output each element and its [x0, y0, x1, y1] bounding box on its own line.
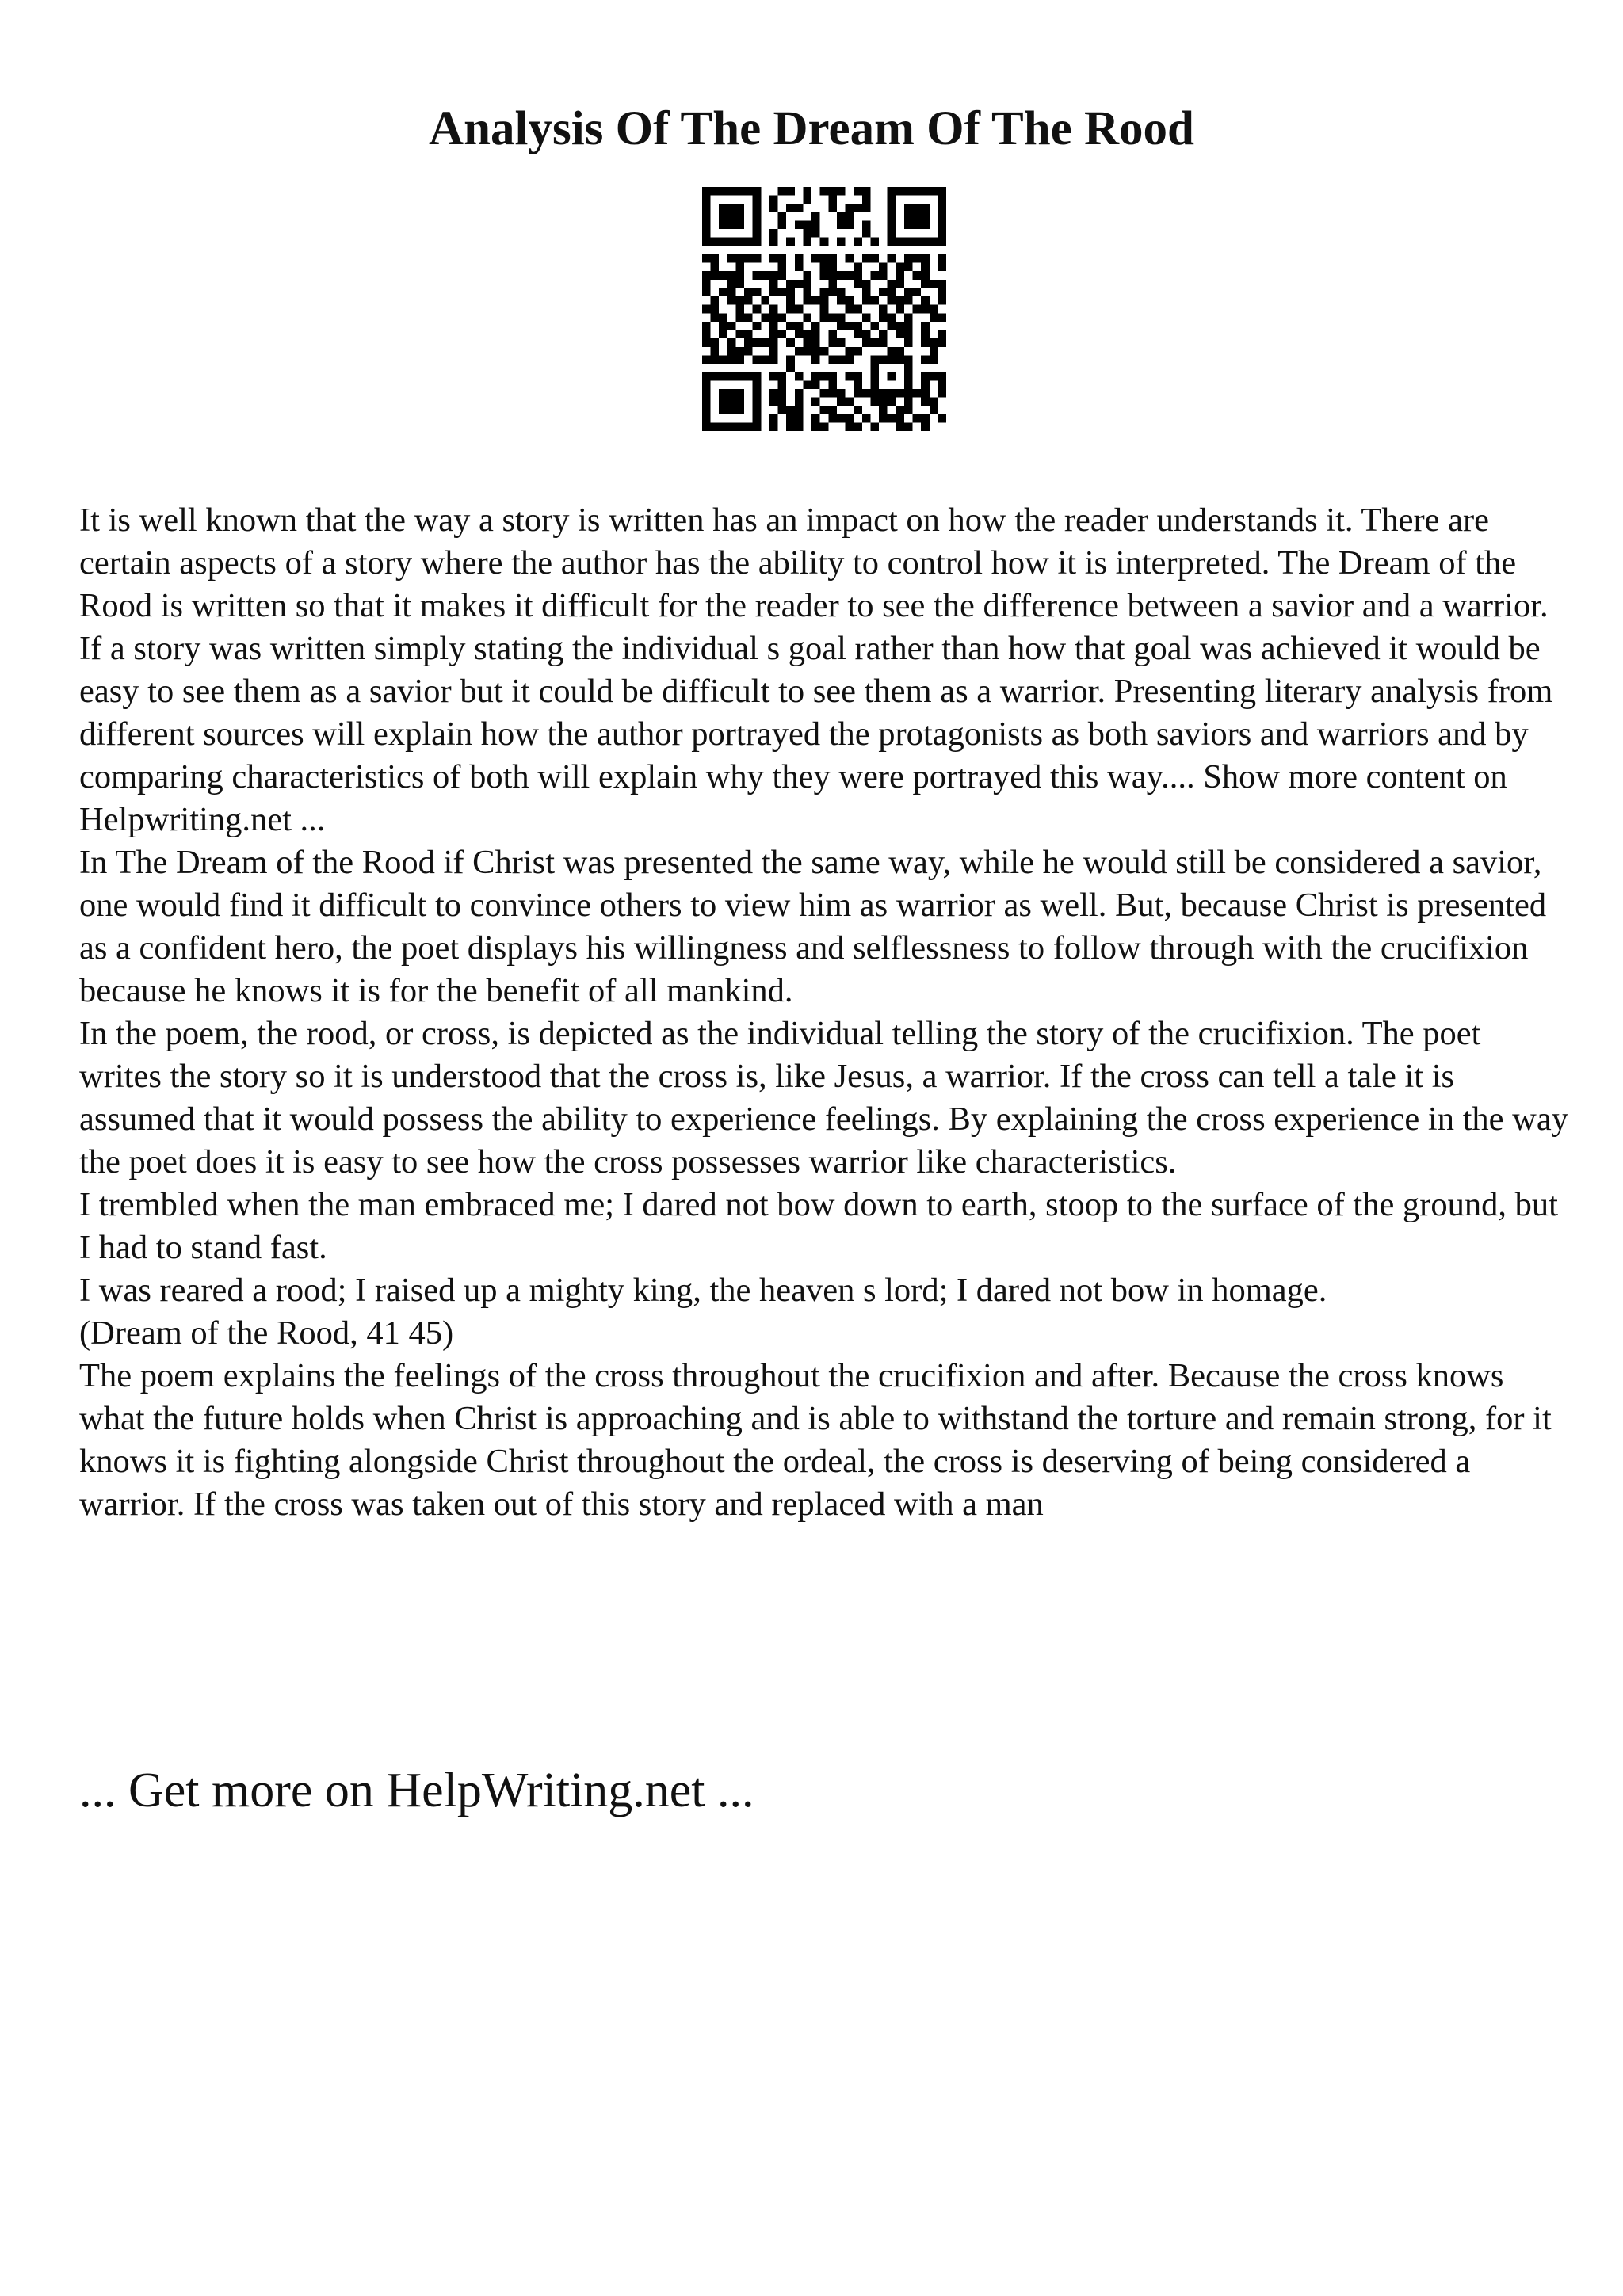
quote-line: I trembled when the man embraced me; I dared not bow down to earth, stoop to the surface of the ground, but I had to stand fast. — [79, 1186, 1558, 1266]
paragraph: The poem explains the feelings of the cross throughout the crucifixion and after. Because the cross knows what the future holds when Christ is approaching and is able to withstand the torture and remain strong, for it knows it is fighting alongside Christ throughout the ordeal, the cross is deserving of being considered a warrior. If the cross was taken out of this story and replaced with a man — [79, 1357, 1552, 1523]
qr-code-icon — [702, 187, 946, 431]
get-more-link[interactable]: ... Get more on HelpWriting.net ... — [79, 1764, 754, 1817]
paragraph: In The Dream of the Rood if Christ was presented the same way, while he would still be considered a savior, one would find it difficult to convince others to view him as warrior as well. But, because Christ is presented as a confident hero, the poet displays his willingness and selflessness to follow through with the crucifixion because he knows it is for the benefit of all mankind. — [79, 844, 1547, 1009]
qr-code — [702, 187, 946, 431]
quote-line: I was reared a rood; I raised up a mighty king, the heaven s lord; I dared not bow in homage. — [79, 1272, 1327, 1309]
article-body — [79, 499, 1569, 1526]
page-title: Analysis Of The Dream Of The Rood — [429, 102, 1194, 155]
paragraph: In the poem, the rood, or cross, is depicted as the individual telling the story of the crucifixion. The poet writes the story so it is understood that the cross is, like Jesus, a warrior. If the cross can tell a tale it is assumed that it would possess the ability to experience feelings. By explaining the cross experience in the way the poet does it is easy to see how the cross possesses warrior like characteristics. — [79, 1015, 1568, 1180]
citation: (Dream of the Rood, 41 45) — [79, 1314, 454, 1352]
paragraph: It is well known that the way a story is written has an impact on how the reader understands it. There are certain aspects of a story where the author has the ability to control how it is interpreted. The Dream of the Rood is written so that it makes it difficult for the reader to see the difference between a savior and a warrior. If a story was written simply stating the individual s goal rather than how that goal was achieved it would be easy to see them as a savior but it could be difficult to see them as a warrior. Presenting literary analysis from different sources will explain how the author portrayed the protagonists as both saviors and warriors and by comparing characteristics of both will explain why they were portrayed this way.... Show more content on Helpwriting.net ... — [79, 502, 1553, 838]
